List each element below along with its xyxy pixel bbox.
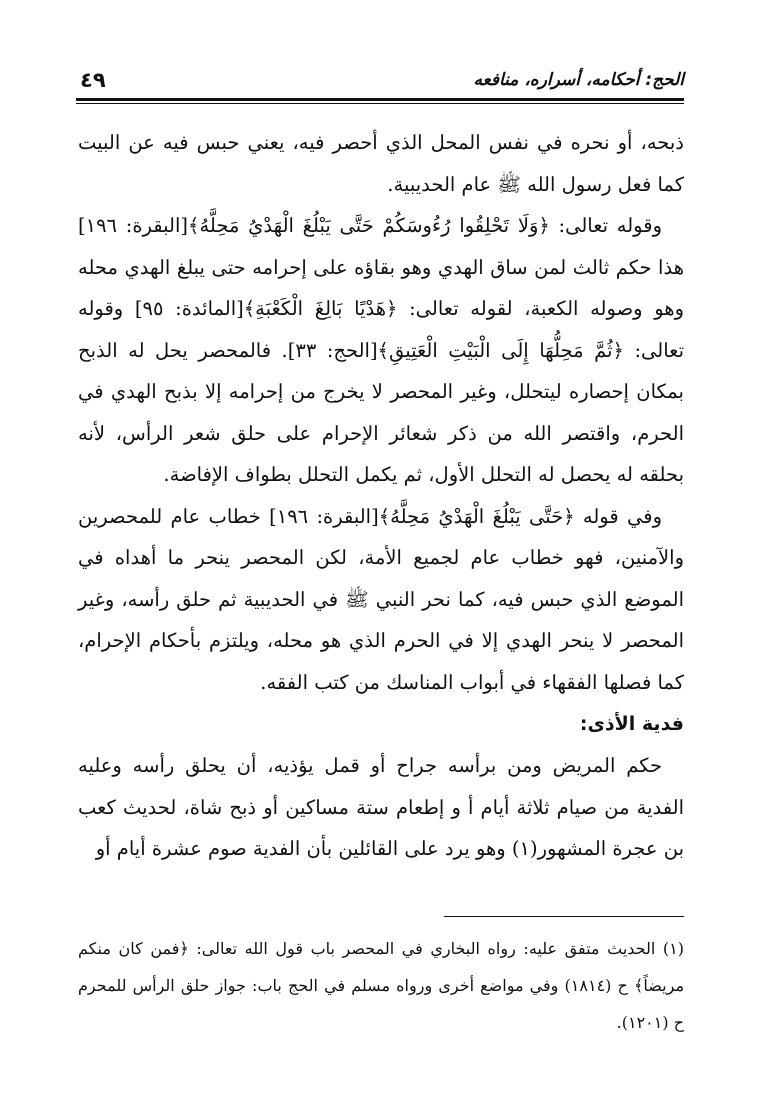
- page-number: ٤٩: [80, 68, 106, 92]
- running-header-title: الحج: أحكامه، أسراره، منافعه: [473, 70, 684, 90]
- footnote-separator: [444, 916, 684, 917]
- header-rule-thin: [76, 103, 684, 104]
- footnote: (١) الحديث متفق عليه: رواه البخاري في المحصر باب قول الله تعالى: ﴿فمن كان منكم مريضاً﴾ ح (١٨١٤) وفي مواضع أخرى ورواه مسلم في الحج باب: جواز حلق الرأس للمحرم ح (١٢٠١).: [78, 939, 685, 1032]
- paragraph: وفي قوله ﴿حَتَّى يَبْلُغَ الْهَدْيُ مَحِلَّهُ﴾[البقرة: ١٩٦] خطاب عام للمحصرين والآمنين، فهو خطاب عام لجميع الأمة، لكن المحصر ينحر ما أهداه في الموضع الذي حبس فيه، كما نحر النبي ﷺ في الحديبية ثم حلق رأسه، وغير المحصر لا ينحر الهدي إلا في الحرم الذي هو محله، ويلتزم بأحكام الإحرام، كما فصلها الفقهاء في أبواب المناسك من كتب الفقه.: [78, 504, 684, 694]
- footnotes: [78, 930, 684, 1041]
- paragraph: ذبحه، أو نحره في نفس المحل الذي أحصر فيه، يعني حبس فيه عن البيت كما فعل رسول الله ﷺ عام الحديبية.: [78, 131, 684, 196]
- section-heading: فدية الأذى:: [579, 713, 684, 735]
- body-text: [78, 122, 684, 870]
- paragraph: حكم المريض ومن برأسه جراح أو قمل يؤذيه، أن يحلق رأسه وعليه الفدية من صيام ثلاثة أيام أ و إطعام ستة مساكين أو ذبح شاة، لحديث كعب بن عجرة المشهور(١) وهو يرد على القائلين بأن الفدية صوم عشرة أيام أو: [78, 754, 684, 860]
- running-header: [76, 68, 684, 104]
- paragraph: وقوله تعالى: ﴿وَلَا تَحْلِقُوا رُءُوسَكُمْ حَتَّى يَبْلُغَ الْهَدْيُ مَحِلَّهُ﴾[البقرة: ١٩٦] هذا حكم ثالث لمن ساق الهدي وهو بقاؤه على إحرامه حتى يبلغ الهدي محله وهو وصوله الكعبة، لقوله تعالى: ﴿هَدْيًا بَالِغَ الْكَعْبَةِ﴾[المائدة: ٩٥] وقوله تعالى: ﴿ثُمَّ مَحِلُّهَا إِلَى الْبَيْتِ الْعَتِيقِ﴾[الحج: ٣٣]. فالمحصر يحل له الذبح بمكان إحصاره ليتحلل، وغير المحصر لا يخرج من إحرامه إلا بذبح الهدي في الحرم، واقتصر الله من ذكر شعائر الإحرام على حلق شعر الرأس، لأنه بحلقه له يحصل له التحلل الأول، ثم يكمل التحلل بطواف الإفاضة.: [78, 214, 684, 486]
- header-rule-thick: [76, 98, 684, 101]
